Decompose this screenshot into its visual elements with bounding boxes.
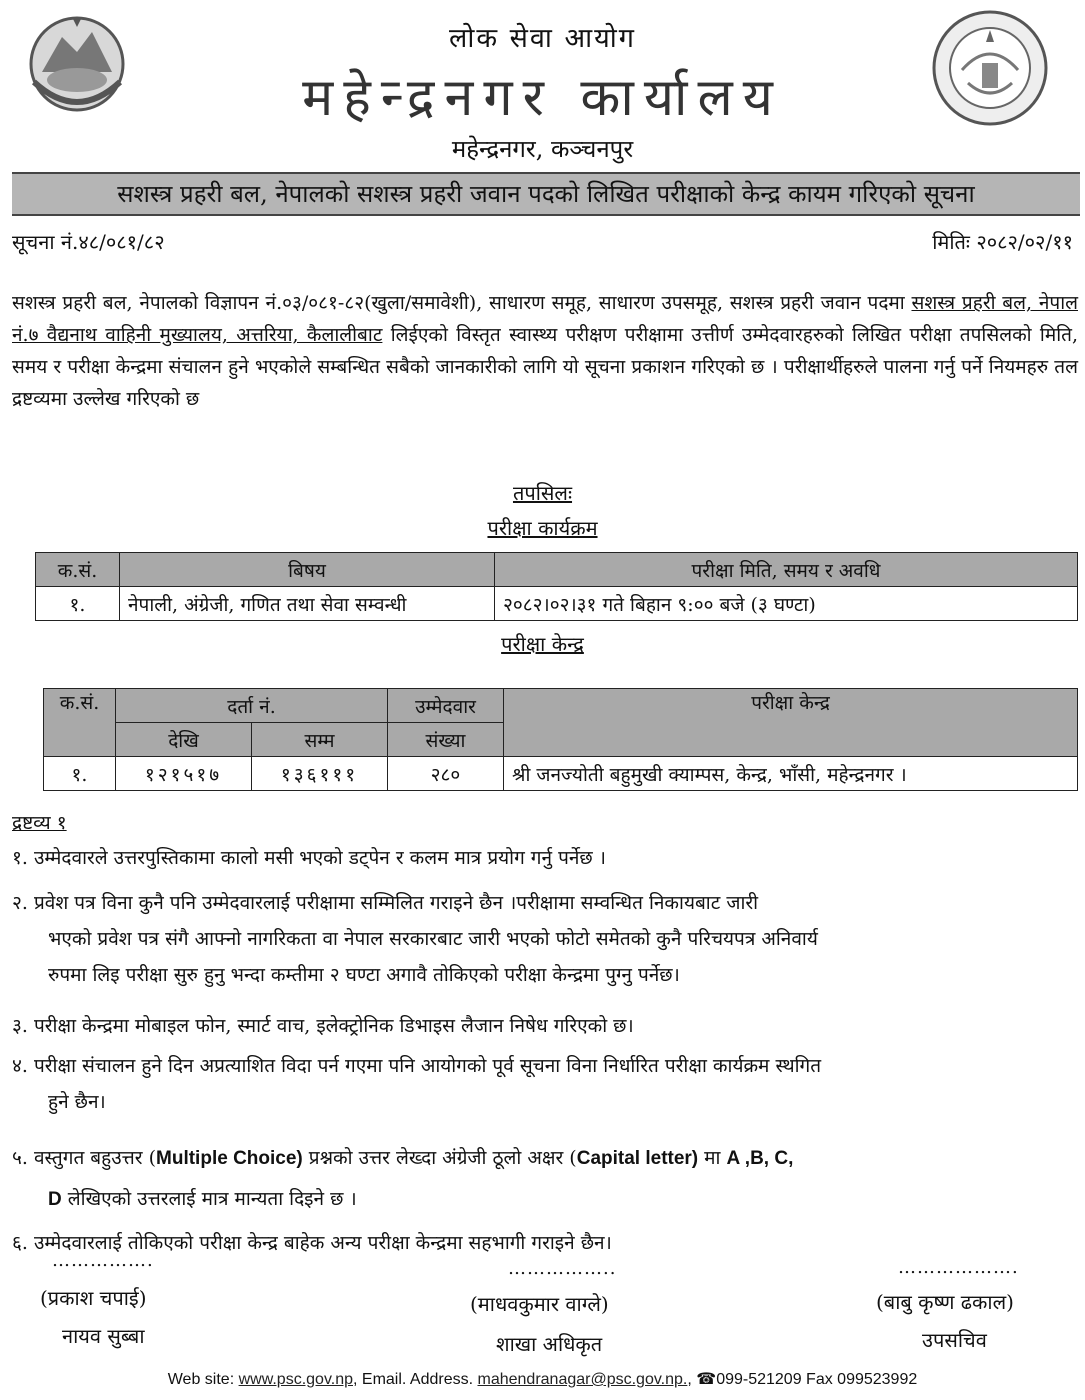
footer-phone: 099-521209 Fax 099523992 (716, 1371, 918, 1388)
col-header: बिषय (120, 553, 495, 587)
note-4 (12, 1048, 1082, 1120)
col-header: क.सं. (44, 689, 116, 757)
note-2 (12, 885, 1082, 993)
schedule-table (35, 552, 1078, 621)
footer: Web site: www.psc.gov.np, Email. Address. mahendranagar@psc.gov.np., ☎099-521209 Fax 099523992 (167, 1371, 918, 1388)
note-5-part3: मा (698, 1147, 727, 1169)
table-cell: २०८२।०२।३१ गते बिहान ९:०० बजे (३ घण्टा) (495, 587, 1078, 621)
header-line1: लोक सेवा आयोग (449, 23, 636, 54)
note-2-line1: २. प्रवेश पत्र विना कुनै पनि उम्मेदवारलाई परीक्षामा सम्मिलित गराइने छैन ।परीक्षामा सम्वन्धित निकायबाट जारी (12, 892, 759, 914)
col-header: परीक्षा मिति, समय र अवधि (495, 553, 1078, 587)
table-row (36, 587, 1078, 621)
signatory-1-name: (प्रकाश चपाई) (40, 1286, 147, 1310)
note-5-cap: Capital letter) (576, 1148, 699, 1169)
col-header: सम्म (252, 723, 388, 757)
notice-body (12, 287, 1078, 415)
email-link[interactable]: mahendranagar@psc.gov.np. (477, 1371, 688, 1388)
note-5-part4: लेखिएको उत्तरलाई मात्र मान्यता दिइने छ । (61, 1188, 357, 1210)
office-address: महेन्द्रनगर, कञ्चनपुर (451, 135, 634, 163)
note-2-line2: भएको प्रवेश पत्र संगै आफ्नो नागरिकता वा नेपाल सरकारबाट जारी भएको फोटो समेतको कुनै परिचयपत्र अनिवार्य (48, 928, 818, 950)
table-cell: नेपाली, अंग्रेजी, गणित तथा सेवा सम्वन्धी (120, 587, 495, 621)
note-3: ३. परीक्षा केन्द्रमा मोबाइल फोन, स्मार्ट वाच, इलेक्ट्रोनिक डिभाइस लैजान निषेध गरिएको छ। (12, 1015, 634, 1037)
col-header: क.सं. (36, 553, 120, 587)
signatory-3-title: उपसचिव (922, 1328, 987, 1352)
body-part1: सशस्त्र प्रहरी बल, नेपालको विज्ञापन नं.०३/०८१-८२(खुला/समावेशी), साधारण समूह, साधारण उपसमूह, सशस्त्र प्रहरी जवान पदमा (12, 292, 912, 314)
table-cell: श्री जनज्योती बहुमुखी क्याम्पस, केन्द्र, भाँसी, महेन्द्रनगर । (504, 757, 1078, 791)
note-4-line1: ४. परीक्षा संचालन हुने दिन अप्रत्याशित विदा पर्न गएमा पनि आयोगको पूर्व सूचना विना निर्धारित परीक्षा कार्यक्रम स्थगित (12, 1055, 822, 1077)
website-link[interactable]: www.psc.gov.np (238, 1371, 353, 1388)
col-header: परीक्षा केन्द्र (504, 689, 1078, 757)
col-header: संख्या (388, 723, 504, 757)
centre-table (43, 688, 1078, 791)
note-5-abc: A ,B, C, (726, 1148, 794, 1169)
note-5 (12, 1138, 1082, 1220)
note-5-part2: प्रश्नको उत्तर लेख्दा अंग्रेजी ठूलो अक्षर ( (302, 1147, 577, 1169)
body-underlined: सशस्त्र प्रहरी बल, नेपाल नं.७ वैद्यनाथ वाहिनी मुख्यालय, अत्तरिया, कैलालीबाट (12, 292, 1078, 346)
notes-heading: द्रष्टव्य १ (12, 812, 67, 834)
signatory-2-title: शाखा अधिकृत (496, 1332, 603, 1356)
table-cell: १२१५१७ (116, 757, 252, 791)
footer-web-label: Web site: (167, 1371, 239, 1388)
note-5-mc: Multiple Choice) (156, 1148, 303, 1169)
signatory-2-name: (माधवकुमार वाग्ले) (470, 1292, 609, 1316)
notice-date: मितिः २०८२/०२/११ (932, 230, 1073, 254)
note-2-line3: रुपमा लिइ परीक्षा सुरु हुनु भन्दा कम्तीमा २ घण्टा अगावै तोकिएको परीक्षा केन्द्रमा पुग्नु पर्नेछ। (48, 964, 680, 986)
table-cell: १. (44, 757, 116, 791)
col-header: दर्ता नं. (116, 689, 388, 723)
note-6: ६. उम्मेदवारलाई तोकिएको परीक्षा केन्द्र बाहेक अन्य परीक्षा केन्द्रमा सहभागी गराइने छैन। (12, 1232, 612, 1254)
centre-title: परीक्षा केन्द्र (501, 632, 584, 656)
footer-email-label: , Email. Address. (353, 1371, 478, 1388)
note-1: १. उम्मेदवारले उत्तरपुस्तिकामा कालो मसी भएको डट्पेन र कलम मात्र प्रयोग गर्नु पर्नेछ । (12, 847, 606, 869)
signatory-3-name: (बाबु कृष्ण ढकाल) (876, 1290, 1014, 1314)
table-header-row (36, 553, 1078, 587)
note-5-d: D (48, 1189, 62, 1210)
body-part2: लिईएको विस्तृत स्वास्थ्य परीक्षण परीक्षामा उत्तीर्ण उम्मेदवारहरुको लिखित परीक्षा तपसिलको मिति, समय र परीक्षा केन्द्रमा संचालन हुने भएकोले सम्बन्धित सबैको जानकारीको लागि यो सूचना प्रकाशन गरिएको छ । परीक्षार्थीहरुले पालना गर्नु पर्ने नियमहरु तल द्रष्टव्यमा उल्लेख गरिएको छ (12, 324, 1078, 410)
notice-title: सशस्त्र प्रहरी बल, नेपालको सशस्त्र प्रहरी जवान पदको लिखित परीक्षाको केन्द्र कायम गरिएको सूचना (12, 172, 1080, 216)
signature-dots: ………………. (898, 1257, 1019, 1278)
table-cell: १३६१११ (252, 757, 388, 791)
table-cell: १. (36, 587, 120, 621)
phone-icon: ☎ (696, 1371, 717, 1388)
table-row (44, 757, 1078, 791)
notice-number: सूचना नं.४८/०८१/८२ (12, 230, 165, 254)
col-header: देखि (116, 723, 252, 757)
schedule-title: परीक्षा कार्यक्रम (487, 516, 598, 540)
office-name: महेन्द्रनगर कार्यालय (302, 68, 783, 128)
signatory-1-title: नायव सुब्बा (62, 1324, 145, 1348)
col-header: उम्मेदवार (388, 689, 504, 723)
note-4-line2: हुने छैन। (48, 1091, 106, 1113)
signature-dots: …………….. (508, 1258, 617, 1279)
table-cell: २८० (388, 757, 504, 791)
note-5-part1: ५. वस्तुगत बहुउत्तर ( (12, 1147, 157, 1169)
tapasil-heading: तपसिलः (512, 481, 573, 505)
signature-dots: ……………. (52, 1250, 154, 1271)
table-header-row (44, 689, 1078, 723)
